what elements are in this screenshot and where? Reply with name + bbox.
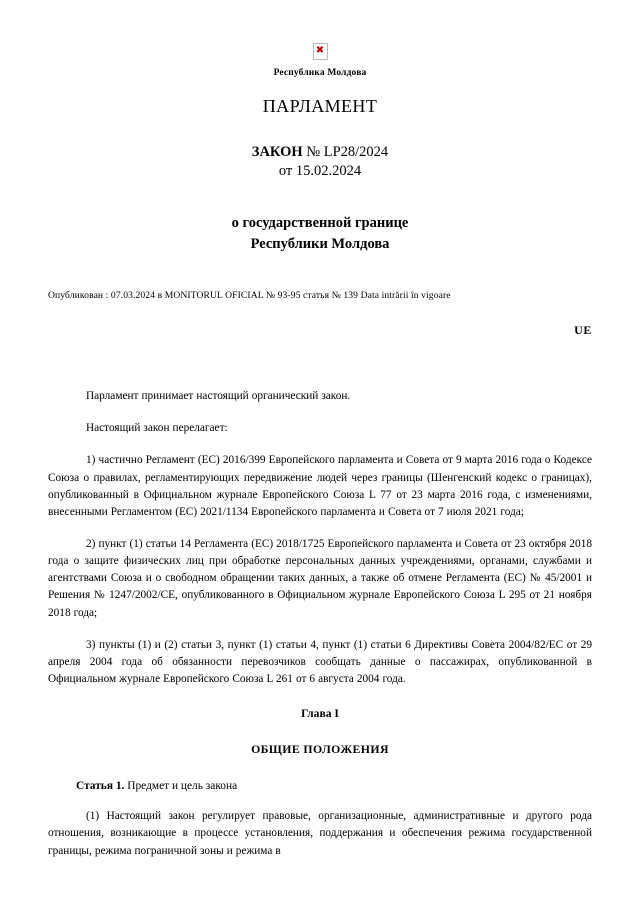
- intro-paragraph-2: Настоящий закон перелагает:: [86, 422, 228, 435]
- article-body: [48, 808, 592, 859]
- article-heading: [48, 780, 592, 792]
- law-title-line-2: Республики Молдова: [250, 236, 390, 253]
- document-body: [48, 388, 592, 860]
- article-title: Предмет и цель закона: [127, 780, 238, 793]
- article-number: Статья 1.: [76, 780, 125, 793]
- chapter-label: Глава I: [301, 707, 339, 721]
- institution-name: ПАРЛАМЕНТ: [262, 96, 378, 116]
- broken-image-icon: ✖: [313, 43, 328, 60]
- ue-marker: UE: [574, 323, 592, 338]
- law-title: [48, 213, 592, 255]
- list-item: 2) пункт (1) статьи 14 Регламента (ЕС) 2018/1725 Европейского парламента и Совета от 23 октября 2018 года о защите физических лиц при обработке персональных данных учреждениями, органами, службами и агентствами Союза и о свободном обращении таких данных, а также об отмене Регламента (ЕС) № 45/2001 и Решения № 1247/2002/СЕ, опубликованного в Официальном журнале Европейского Союза L 295 от 21 ноября 2018 года;: [48, 537, 592, 619]
- law-number-line: [48, 144, 592, 161]
- country-name: Республика Молдова: [273, 68, 367, 78]
- document-header: [48, 0, 592, 255]
- law-label: ЗАКОН: [251, 144, 303, 160]
- law-title-line-1: о государственной границе: [231, 215, 409, 231]
- article-paragraph: (1) Настоящий закон регулирует правовые, организационные, административные и другого рода отношения, возникающие в процессе установления, поддержания и обеспечения режима государственной границы, режима пограничной зоны и режима в: [48, 810, 592, 857]
- publication-info: Опубликован : 07.03.2024 в MONITORUL OFICIAL № 93-95 статья № 139 Data intrării în vigoare: [48, 290, 451, 302]
- law-number: № LP28/2024: [306, 144, 389, 160]
- chapter-title: ОБЩИЕ ПОЛОЖЕНИЯ: [251, 742, 389, 757]
- list-item: 3) пункты (1) и (2) статьи 3, пункт (1) статьи 4, пункт (1) статьи 6 Директивы Совета 2004/82/ЕС от 29 апреля 2004 года об обязанности перевозчиков сообщать данные о пассажирах, опубликованной в Официальном журнале Европейского Союза L 261 от 6 августа 2004 года.: [48, 638, 592, 686]
- intro-paragraph-1: Парламент принимает настоящий органический закон.: [86, 390, 351, 403]
- law-date: от 15.02.2024: [278, 163, 362, 179]
- list-item: 1) частично Регламент (ЕС) 2016/399 Европейского парламента и Совета от 9 марта 2016 года о Кодексе Союза о правилах, регламентирующих передвижение людей через границы (Шенгенский кодекс о границах), опубликованный в Официальном журнале Европейского Союза L 77 от 23 марта 2016 года, с изменениями, внесенными Регламентом (ЕС) 2021/1134 Европейского парламента и Совета от 7 июля 2021 года;: [48, 454, 592, 518]
